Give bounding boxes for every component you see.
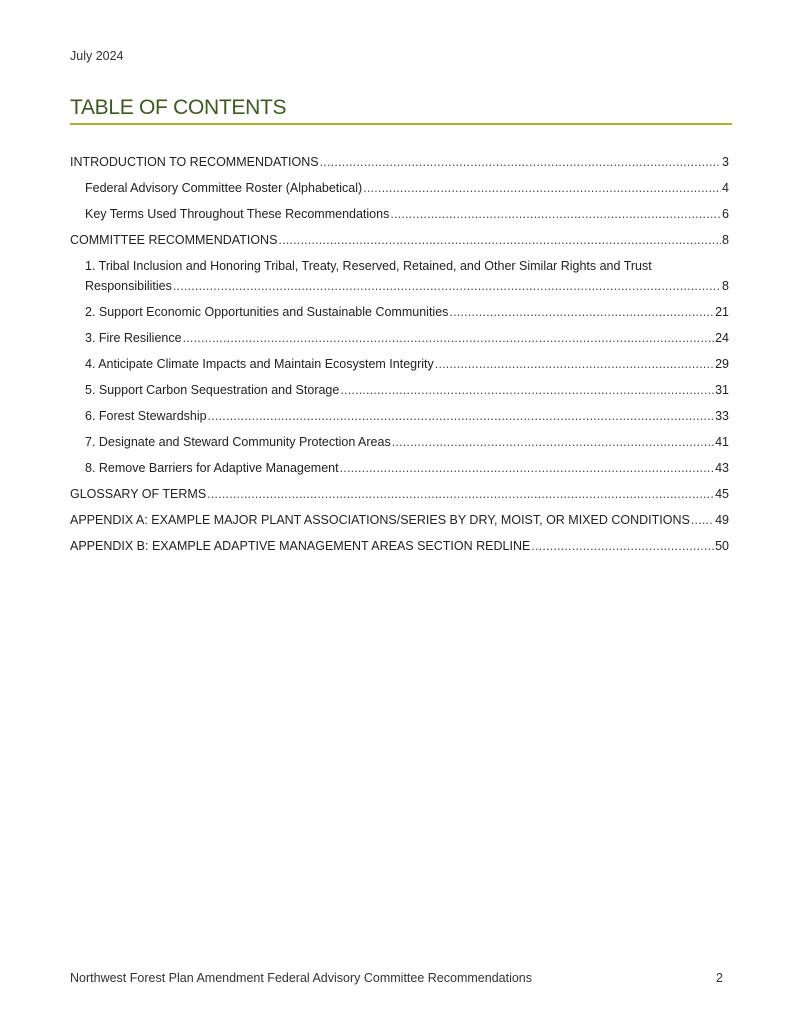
dot-leader bbox=[320, 152, 721, 172]
toc-entry-tribal-inclusion[interactable] bbox=[70, 256, 729, 296]
toc-page-number: 43 bbox=[715, 461, 729, 475]
toc-entry-text-continued: Responsibilities bbox=[85, 279, 172, 293]
dot-leader bbox=[392, 432, 714, 452]
dot-leader bbox=[183, 328, 715, 348]
toc-entry-committee-recommendations[interactable] bbox=[70, 230, 729, 250]
toc-entry-economic-opportunities[interactable] bbox=[70, 302, 729, 322]
toc-entry-text: INTRODUCTION TO RECOMMENDATIONS bbox=[70, 155, 319, 169]
toc-page-number: 6 bbox=[722, 207, 729, 221]
toc-entry-text: 7. Designate and Steward Community Protection Areas bbox=[85, 435, 391, 449]
toc-title: TABLE OF CONTENTS bbox=[70, 96, 732, 125]
dot-leader bbox=[363, 178, 721, 198]
toc-entry-text: 1. Tribal Inclusion and Honoring Tribal, Treaty, Reserved, Retained, and Other Similar Rights and Trust bbox=[85, 259, 652, 273]
dot-leader bbox=[531, 536, 714, 556]
toc-entry-committee-roster[interactable] bbox=[70, 178, 729, 198]
toc-entry-text: 5. Support Carbon Sequestration and Storage bbox=[85, 383, 340, 397]
toc-entry-community-protection[interactable] bbox=[70, 432, 729, 452]
dot-leader bbox=[208, 406, 715, 426]
toc-entry-text: 4. Anticipate Climate Impacts and Maintain Ecosystem Integrity bbox=[85, 357, 434, 371]
toc-entry-text: GLOSSARY OF TERMS bbox=[70, 487, 207, 501]
header-date: July 2024 bbox=[70, 49, 124, 63]
footer-document-title: Northwest Forest Plan Amendment Federal Advisory Committee Recommendations bbox=[70, 971, 532, 985]
toc-entry-text: 6. Forest Stewardship bbox=[85, 409, 207, 423]
toc-entry-fire-resilience[interactable] bbox=[70, 328, 729, 348]
toc-page-number: 29 bbox=[715, 357, 729, 371]
toc-entry-glossary[interactable] bbox=[70, 484, 729, 504]
dot-leader bbox=[340, 380, 714, 400]
toc-entry-climate-impacts[interactable] bbox=[70, 354, 729, 374]
toc-entry-forest-stewardship[interactable] bbox=[70, 406, 729, 426]
toc-entry-key-terms[interactable] bbox=[70, 204, 729, 224]
toc-page-number: 21 bbox=[715, 305, 729, 319]
toc-entry-appendix-a[interactable] bbox=[70, 510, 729, 530]
footer-page-number: 2 bbox=[716, 971, 723, 985]
toc-page-number: 45 bbox=[715, 487, 729, 501]
dot-leader bbox=[207, 484, 714, 504]
toc-page-number: 24 bbox=[715, 331, 729, 345]
dot-leader bbox=[390, 204, 721, 224]
toc-page-number: 41 bbox=[715, 435, 729, 449]
toc-entry-text: APPENDIX B: EXAMPLE ADAPTIVE MANAGEMENT AREAS SECTION REDLINE bbox=[70, 539, 531, 553]
dot-leader bbox=[173, 276, 721, 296]
dot-leader bbox=[691, 510, 714, 530]
toc-page-number: 31 bbox=[715, 383, 729, 397]
toc-entry-adaptive-management[interactable] bbox=[70, 458, 729, 478]
toc-list bbox=[70, 152, 729, 562]
toc-entry-text: Federal Advisory Committee Roster (Alphabetical) bbox=[85, 181, 363, 195]
toc-entry-text: 3. Fire Resilience bbox=[85, 331, 182, 345]
toc-entry-text: APPENDIX A: EXAMPLE MAJOR PLANT ASSOCIATIONS/SERIES BY DRY, MOIST, OR MIXED CONDITIONS bbox=[70, 513, 690, 527]
dot-leader bbox=[435, 354, 714, 374]
toc-entry-carbon-sequestration[interactable] bbox=[70, 380, 729, 400]
toc-page-number: 50 bbox=[715, 539, 729, 553]
toc-page-number: 33 bbox=[715, 409, 729, 423]
toc-page-number: 8 bbox=[722, 233, 729, 247]
toc-entry-text: Key Terms Used Throughout These Recommendations bbox=[85, 207, 390, 221]
dot-leader bbox=[278, 230, 721, 250]
toc-page-number: 49 bbox=[715, 513, 729, 527]
toc-page-number: 3 bbox=[722, 155, 729, 169]
toc-entry-text: 8. Remove Barriers for Adaptive Management bbox=[85, 461, 339, 475]
toc-page-number: 4 bbox=[722, 181, 729, 195]
dot-leader bbox=[340, 458, 714, 478]
toc-page-number: 8 bbox=[722, 279, 729, 293]
toc-entry-text: COMMITTEE RECOMMENDATIONS bbox=[70, 233, 278, 247]
toc-entry-appendix-b[interactable] bbox=[70, 536, 729, 556]
toc-entry-text: 2. Support Economic Opportunities and Sustainable Communities bbox=[85, 305, 449, 319]
toc-entry-introduction[interactable] bbox=[70, 152, 729, 172]
dot-leader bbox=[449, 302, 714, 322]
